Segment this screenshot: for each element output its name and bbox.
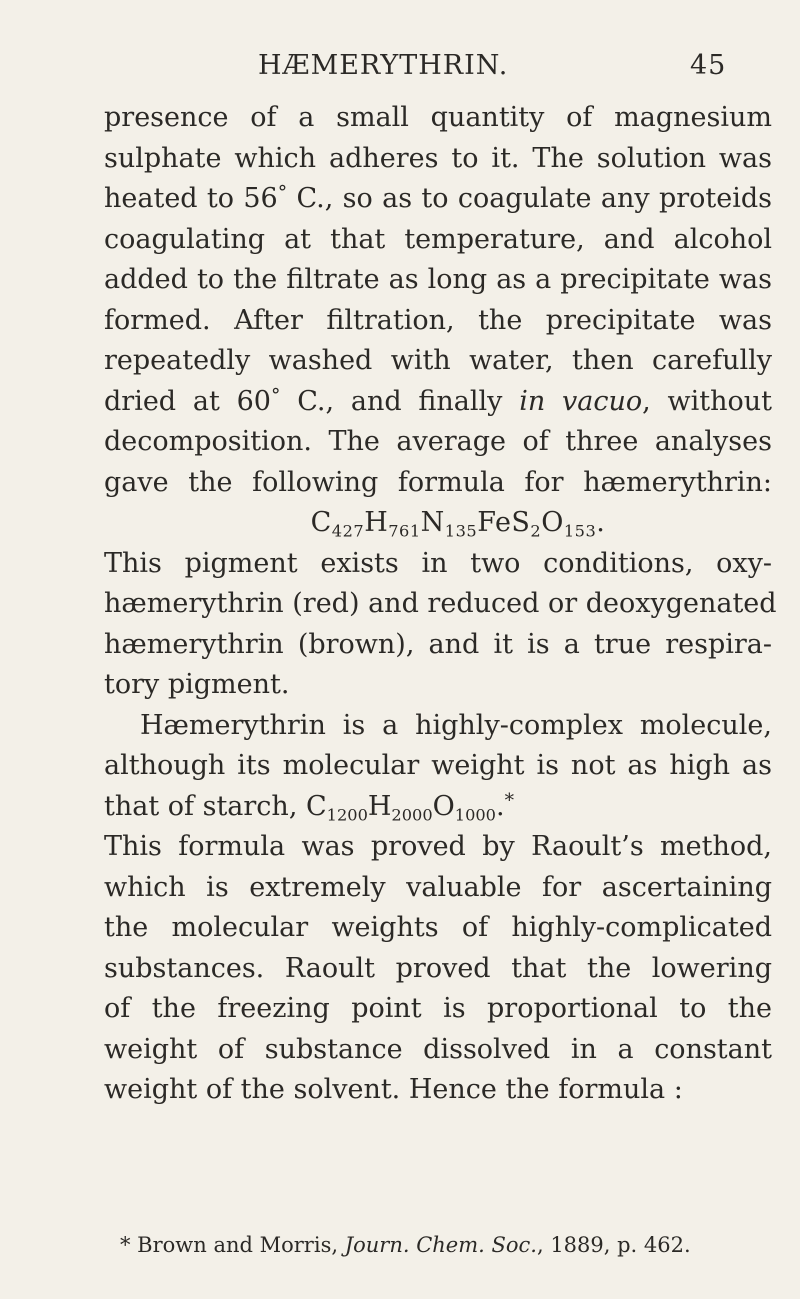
text-line: hæmerythrin (brown), and it is a true respira- <box>104 628 772 660</box>
text-line: added to the filtrate as long as a precipitate was <box>104 264 772 295</box>
body-text <box>104 98 777 1111</box>
text-line: decomposition. The average of three analyses <box>104 426 772 457</box>
text-line: hæmerythrin (red) and reduced or deoxygenated <box>104 588 777 619</box>
running-title: HÆMERYTHRIN. <box>258 50 509 81</box>
text-line: heated to 56° C., so as to coagulate any proteids <box>104 181 772 214</box>
text-line: tory pigment. <box>104 669 290 700</box>
page-number: 45 <box>690 50 727 81</box>
haemerythrin-formula: $C_{427}H_{761}N_{135}FeS_2O_{153}$. <box>310 507 606 541</box>
footnote-marker: * <box>120 1233 131 1257</box>
text-line: dried at 60° C., and finally in vacuo, without <box>104 384 773 417</box>
footnote-marker: * <box>504 789 515 811</box>
running-header <box>0 50 800 90</box>
degree-sign: ° <box>270 384 281 406</box>
text-line: of the freezing point is proportional to the <box>104 993 772 1024</box>
text-line: weight of substance dissolved in a constant <box>104 1033 772 1065</box>
text-line: substances. Raoult proved that the lowering <box>104 952 772 984</box>
text-line: Hæmerythrin is a highly-complex molecule, <box>140 709 772 741</box>
text-line: the molecular weights of highly-complicated <box>104 912 772 943</box>
text-line: gave the following formula for hæmerythrin: <box>104 466 772 498</box>
text-line: weight of the solvent. Hence the formula : <box>104 1074 683 1105</box>
text-line: sulphate which adheres to it. The solution was <box>104 142 772 174</box>
text-line: coagulating at that temperature, and alcohol <box>104 223 772 255</box>
text-line: presence of a small quantity of magnesium <box>104 102 772 133</box>
text-line: formed. After filtration, the precipitate was <box>104 304 772 336</box>
text-line: This formula was proved by Raoult’s method, <box>104 831 772 862</box>
degree-sign: ° <box>277 181 288 204</box>
journal-title: Journ. Chem. Soc. <box>344 1233 537 1257</box>
italic-phrase: in vacuo <box>519 385 643 417</box>
text-line: This pigment exists in two conditions, oxy- <box>104 547 772 579</box>
text-line: repeatedly washed with water, then carefully <box>104 345 772 376</box>
text-line: although its molecular weight is not as high as <box>104 750 772 781</box>
text-line: that of starch, $C_{1200}H_{2000}O_{1000}.^*$ <box>104 789 515 825</box>
text-line: which is extremely valuable for ascertaining <box>104 871 772 903</box>
footnote: * Brown and Morris, Journ. Chem. Soc., 1889, p. 462. <box>120 1233 691 1257</box>
starch-formula: $C_{1200}H_{2000}O_{1000}.^*$ <box>306 789 515 825</box>
